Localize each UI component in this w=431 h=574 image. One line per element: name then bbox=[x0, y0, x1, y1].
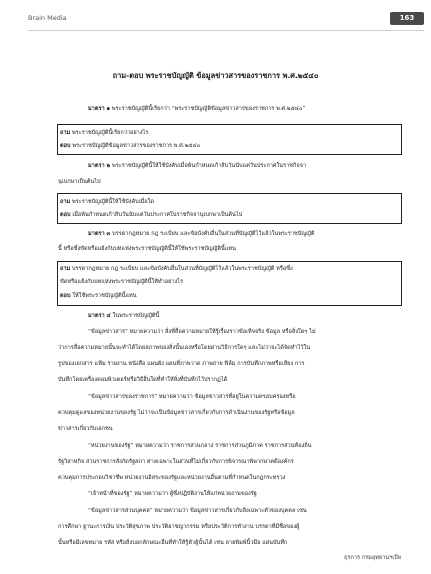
definition-information-l2: ว่าการสื่อความหมายนั้นจะทำได้โดยสภาพของสิ่งนั้นเองหรือโดยผ่านวิธีการใดๆ และไม่ว่าจะได้จัดทำไว้ใน bbox=[58, 345, 311, 351]
answer-label: ตอบ bbox=[60, 293, 71, 299]
section-2 bbox=[88, 161, 401, 172]
definition-information-l3: รูปของเอกสาร แฟ้ม รายงาน หนังสือ แผนผัง แผนที่ภาพวาด ภาพถ่าย ฟิล์ม การบันทึกภาพหรือเสียง การ bbox=[58, 361, 305, 367]
section-text: พระราชบัญญัตินี้ให้ใช้บังคับเมื่อพ้นกำหนดเก้าสิบวันนับแต่วันประกาศในราชกิจจา bbox=[110, 163, 307, 169]
section-1 bbox=[88, 104, 401, 115]
section-3-continued: นี้ หรือซึ่งขัดหรือแย้งกับบทแห่งพระราชบัญญัตินี้ให้ใช้พระราชบัญญัตินี้แทน bbox=[58, 246, 236, 252]
definition-state-agency-l3: ควบคุมการประกอบวิชาชีพ หน่วยงานอิสระของรัฐและหน่วยงานอื่นตามที่กำหนดในกฎกระทรวง bbox=[58, 475, 286, 481]
definition-information-l1: “ข้อมูลข่าวสาร” หมายความว่า สิ่งที่สื่อความหมายให้รู้เรื่องราวข้อเท็จจริง ข้อมูล หรือสิ่งใดๆ ไม่ bbox=[88, 329, 316, 335]
page-number-badge: 163 bbox=[390, 12, 424, 25]
qa-box-2 bbox=[57, 193, 402, 224]
section-label: มาตรา ๔ bbox=[88, 313, 111, 319]
definition-personal-info-l3: นั้นหรือมีเลขหมาย รหัส หรือสิ่งบอกลักษณะอื่นที่ทำให้รู้ตัวผู้นั้นได้ เช่น ลายพิมพ์นิ้วมือ แผ่นบันทึก bbox=[58, 540, 288, 546]
definition-personal-info-l2: การศึกษา ฐานะการเงิน ประวัติสุขภาพ ประวัติอาชญากรรม หรือประวัติการทำงาน บรรดาที่มีชื่อของผู้ bbox=[58, 524, 300, 530]
definition-information-l4: บันทึกโดยเครื่องคอมพิวเตอร์หรือวิธีอื่นใดที่ทำให้สิ่งที่บันทึกไว้ปรากฏได้ bbox=[58, 377, 228, 383]
definition-official-info-l2: ควบคุมดูแลของหน่วยงานของรัฐ ไม่ว่าจะเป็นข้อมูลข่าวสารเกี่ยวกับการดำเนินงานของรัฐหรือข้อมูล bbox=[58, 410, 295, 416]
question-text: บรรดากฎหมาย กฎ ระเบียบ และข้อบังคับอื่นในส่วนที่บัญญัติไว้แล้วในพระราชบัญญัติ หรือซึ่ง bbox=[70, 266, 293, 272]
page-footer: ธุรการ กรมอุทยานฯเป็ย bbox=[344, 555, 401, 561]
definition-state-official-l1: “เจ้าหน้าที่ของรัฐ” หมายความว่า ผู้ซึ่งปฏิบัติงานให้แก่หน่วยงานของรัฐ bbox=[88, 491, 257, 497]
answer-text: เมื่อพ้นกำหนดเก้าสิบวันนับแต่วันประกาศในราชกิจจานุเบกษาเป็นต้นไป bbox=[70, 212, 243, 218]
question-line bbox=[60, 264, 293, 275]
question-line bbox=[60, 128, 148, 139]
answer-line bbox=[60, 141, 200, 152]
definition-personal-info-l1: “ข้อมูลข่าวสารส่วนบุคคล” หมายความว่า ข้อมูลข่าวสารเกี่ยวกับสิ่งเฉพาะตัวของบุคคล เช่น bbox=[88, 508, 307, 514]
answer-text: ให้ใช้พระราชบัญญัตินี้แทน bbox=[70, 293, 137, 299]
question-label: ถาม bbox=[60, 130, 71, 136]
question-text: พระราชบัญญัตินี้เรียกว่าอย่างไร bbox=[70, 130, 149, 136]
section-2-continued: นุเบกษาเป็นต้นไป bbox=[58, 179, 101, 185]
answer-label: ตอบ bbox=[60, 143, 71, 149]
section-4 bbox=[88, 311, 401, 322]
definition-official-info-l3: ข่าวสารเกี่ยวกับเอกชน bbox=[58, 426, 113, 432]
question-line bbox=[60, 197, 154, 208]
document-title: ถาม-ตอบ พระราชบัญญัติ ข้อมูลข่าวสารของราชการ พ.ศ.๒๕๔๐ bbox=[112, 71, 319, 80]
section-text: ในพระราชบัญญัตินี้ bbox=[110, 313, 160, 319]
section-text: พระราชบัญญัตินี้เรียกว่า “พระราชบัญญัติข้อมูลข่าวสารของราชการ พ.ศ.๒๕๔๐” bbox=[110, 106, 306, 112]
question-line-continued: ขัดหรือแย้งกับบทแห่งพระราชบัญญัตินี้ให้ทำอย่างไร bbox=[60, 279, 184, 285]
definition-official-info-l1: “ข้อมูลข่าวสารของราชการ” หมายความว่า ข้อมูลข่าวสารที่อยู่ในความครอบครองหรือ bbox=[88, 394, 296, 400]
section-3 bbox=[88, 229, 401, 240]
section-label: มาตรา ๑ bbox=[88, 106, 111, 112]
answer-line bbox=[60, 210, 242, 221]
question-text: พระราชบัญญัตินี้ให้ใช้บังคับเมื่อใด bbox=[70, 199, 155, 205]
header-divider bbox=[28, 30, 424, 31]
answer-line bbox=[60, 291, 137, 302]
definition-state-agency-l1: “หน่วยงานของรัฐ” หมายความว่า ราชการส่วนกลาง ราชการส่วนภูมิภาค ราชการส่วนท้องถิ่น bbox=[88, 443, 312, 449]
answer-label: ตอบ bbox=[60, 212, 71, 218]
section-text: บรรดากฎหมาย กฎ ระเบียบ และข้อบังคับอื่นในส่วนที่บัญญัติไว้แล้วในพระราชบัญญัติ bbox=[110, 231, 315, 237]
brand-name: Brain Media bbox=[28, 14, 67, 22]
section-label: มาตรา ๒ bbox=[88, 163, 111, 169]
question-label: ถาม bbox=[60, 199, 71, 205]
answer-text: พระราชบัญญัติข้อมูลข่าวสารของราชการ พ.ศ.๒๕๔๐ bbox=[70, 143, 201, 149]
section-label: มาตรา ๓ bbox=[88, 231, 111, 237]
definition-state-agency-l2: รัฐวิสาหกิจ ส่วนราชการสังกัดรัฐสภา ศาลเฉพาะในส่วนที่ไม่เกี่ยวกับการพิจารณาพิพากษาคดีองค์กร bbox=[58, 459, 294, 465]
qa-box-3 bbox=[57, 261, 402, 306]
page-header bbox=[28, 14, 424, 28]
qa-box-1 bbox=[57, 124, 402, 155]
question-label: ถาม bbox=[60, 266, 71, 272]
